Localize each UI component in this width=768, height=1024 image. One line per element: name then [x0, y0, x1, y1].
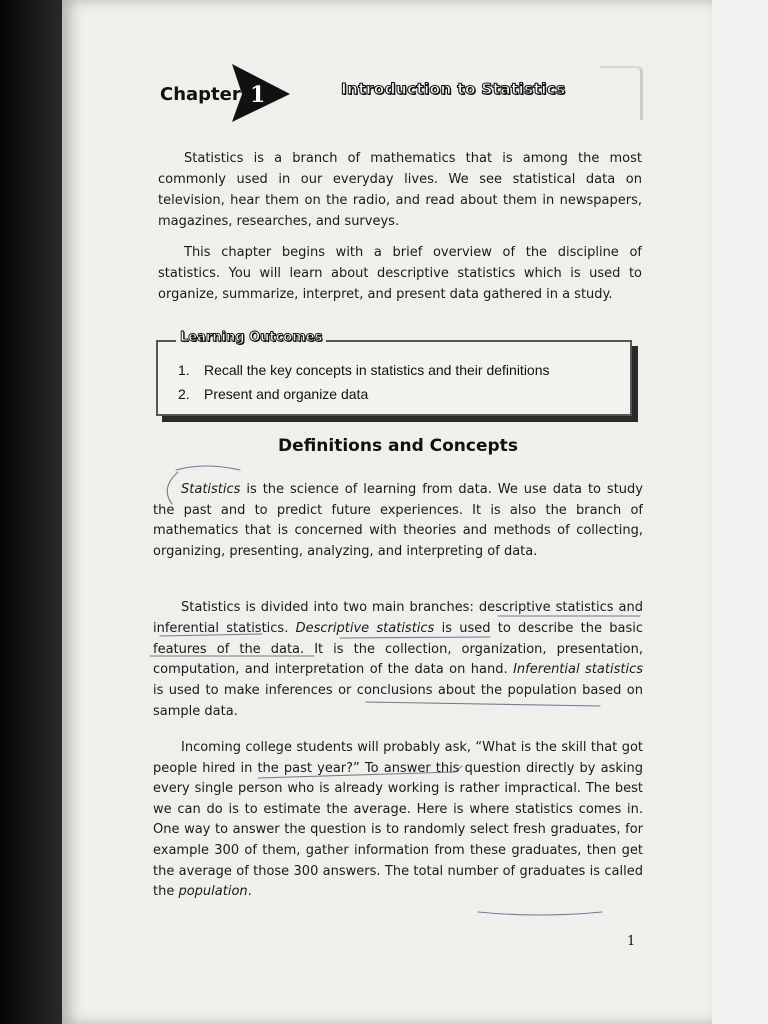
branches-paragraph [153, 598, 643, 723]
learning-outcomes-title: Learning Outcomes [176, 330, 326, 345]
intro-paragraph-2: This chapter begins with a brief overview of the discipline of statistics. You will learn about descriptive statistics which is used to organize, summarize, interpret, and present data gathered in a study. [158, 245, 642, 302]
branches-text-e: is used to make inferences or conclusions about the population based on sample data. [153, 683, 643, 719]
page-margin-right [712, 0, 768, 1024]
intro-paragraph-1: Statistics is a branch of mathematics that is among the most commonly used in our everyday lives. We see statistical data on television, hear them on the radio, and read about them in newspapers, magazines, researches, and surveys. [158, 151, 642, 229]
example-paragraph [153, 738, 643, 903]
section-heading: Definitions and Concepts [278, 436, 518, 456]
chapter-title: Introduction to Statistics [341, 80, 566, 98]
list-number: 2. [178, 386, 190, 402]
example-text-a: Incoming college students will probably ask, “What is the skill that got people hired in the past year?” To answer this question directly by asking every single person who is already working is rather impractical. The best we can do is to estimate the average. Here is where statistics comes in. One way to answer the question is to randomly select fresh graduates, for example 300 of them, gather information from these graduates, then get the average of those 300 answers. The total number of graduates is called the [153, 740, 643, 900]
book-spine-shadow [0, 0, 62, 1024]
learning-outcome-text: Present and organize data [204, 386, 369, 402]
learning-outcomes-list [178, 358, 550, 406]
list-number: 1. [178, 362, 190, 378]
definition-paragraph [153, 480, 643, 562]
chapter-label: Chapter [160, 84, 241, 105]
term-inferential-statistics: Inferential statistics [513, 662, 643, 678]
branches-text-a: Statistics is divided into two main branches: descriptive statistics and inferential statistics. [153, 600, 643, 636]
learning-outcome-item [178, 358, 550, 382]
learning-outcome-text: Recall the key concepts in statistics and their definitions [204, 362, 550, 378]
definition-text: is the science of learning from data. We use data to study the past and to predict future experiences. It is also the branch of mathematics that is concerned with theories and methods of collecting, organizing, presenting, analyzing, and interpreting of data. [153, 482, 643, 559]
term-descriptive-statistics: Descriptive statistics [295, 620, 435, 636]
example-text-c: . [247, 884, 252, 900]
page-number: 1 [627, 934, 636, 949]
chapter-title-bracket [600, 66, 643, 120]
term-population: population [178, 884, 248, 900]
learning-outcome-item [178, 382, 550, 406]
term-statistics: Statistics [181, 482, 241, 497]
branches-text-c: is used to describe the basic features of the data. It is the collection, organization, presentation, computation, and interpretation of the data on hand. [153, 620, 643, 678]
chapter-number: 1 [250, 82, 266, 108]
